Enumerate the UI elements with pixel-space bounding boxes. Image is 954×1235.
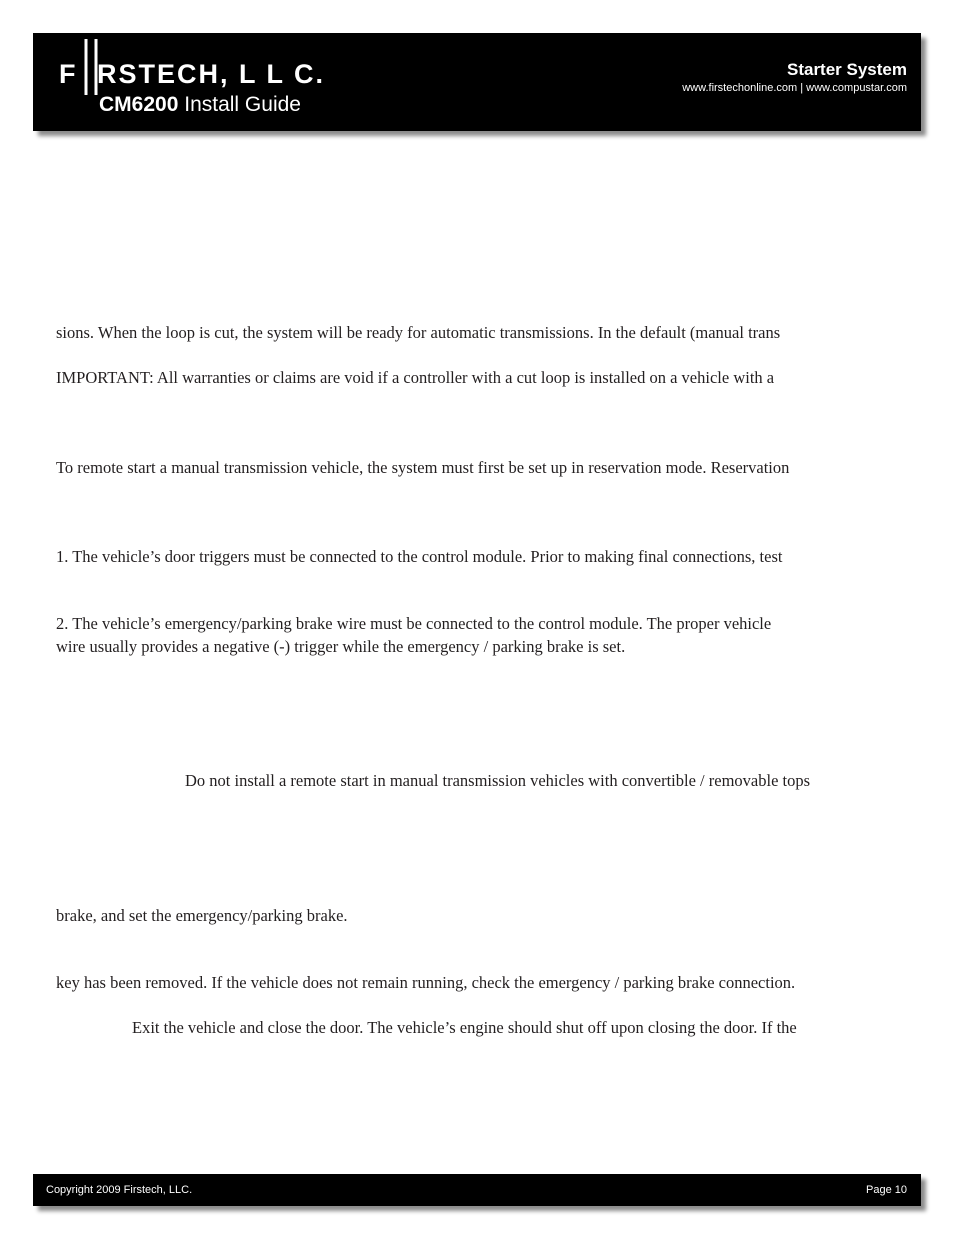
list-item-door-triggers: 1. The vehicle’s door triggers must be connected to the control module. Prior to making final connections, test [56,547,783,566]
page-header [33,33,921,131]
guide-label: Install Guide [184,93,301,116]
firstech-logo [45,41,375,93]
website-urls: www.firstechonline.com | www.compustar.com [682,82,907,94]
logo-wordmark: RSTECH, L L C. [97,59,326,89]
page-number: Page 10 [866,1184,907,1196]
header-info [682,59,907,95]
paragraph-important: IMPORTANT: All warranties or claims are void if a controller with a cut loop is installed on a vehicle with a [56,368,775,387]
copyright-text: Copyright 2009 Firstech, LLC. [46,1184,193,1196]
warning-convertible: Do not install a remote start in manual transmission vehicles with convertible / removable tops [185,771,811,790]
list-item-brake-wire: 2. The vehicle’s emergency/parking brake wire must be connected to the control module. The proper vehicle [56,614,772,633]
system-title: Starter System [786,60,907,79]
page-footer [33,1174,921,1206]
paragraph-reservation: To remote start a manual transmission vehicle, the system must first be set up in reservation mode. Reservation [56,458,790,477]
paragraph-set-brake: brake, and set the emergency/parking brake. [56,906,348,925]
guide-title [99,92,301,118]
paragraph-key-removed: key has been removed. If the vehicle does not remain running, check the emergency / parking brake connection. [56,973,796,992]
logo-initial: F [59,59,76,89]
paragraph-exit-vehicle: Exit the vehicle and close the door. The vehicle’s engine should shut off upon closing the door. If the [132,1018,797,1037]
list-item-brake-wire-cont: wire usually provides a negative (-) trigger while the emergency / parking brake is set. [56,637,626,656]
model-number: CM6200 [99,93,179,116]
paragraph-loop-cut: sions. When the loop is cut, the system will be ready for automatic transmissions. In the default (manual trans [56,323,781,342]
